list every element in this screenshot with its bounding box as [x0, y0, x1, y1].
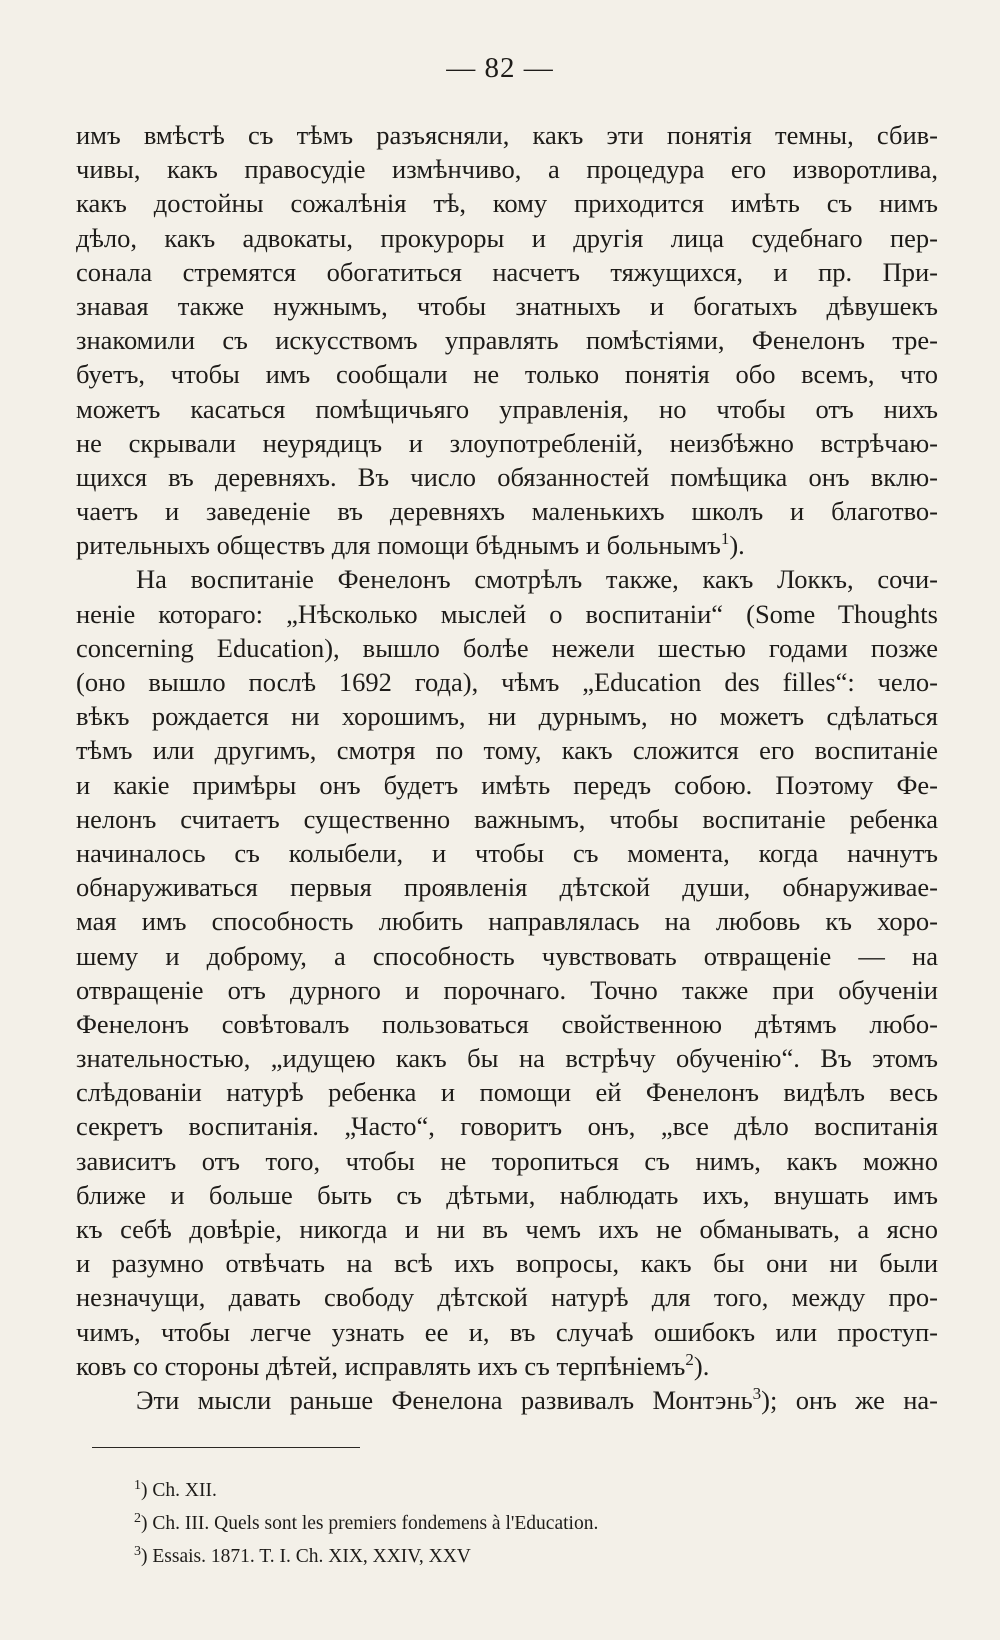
line-text: знавая также нужнымъ, чтобы знатныхъ и богатыхъ дѣвушекъ [76, 290, 938, 321]
line-text: (оно вышло послѣ 1692 года), чѣмъ „Education des filles“: чело- [76, 667, 938, 697]
line-text: ближе и больше быть съ дѣтьми, наблюдать ихъ, внушать имъ [76, 1179, 938, 1210]
line-text: вѣкъ рождается ни хорошимъ, ни дурнымъ, но можетъ сдѣлаться [76, 701, 938, 732]
line-text: На воспитаніе Фенелонъ смотрѣлъ также, какъ Локкъ, сочи- [136, 564, 938, 595]
footnote [134, 1540, 934, 1573]
footnote-mark: 2 [134, 1511, 141, 1526]
footnotes [134, 1474, 934, 1573]
footnote-separator [92, 1447, 360, 1448]
text-line [76, 973, 938, 1007]
line-text: имъ вмѣстѣ съ тѣмъ разъясняли, какъ эти понятія темны, сбив- [76, 120, 938, 150]
page-number: — 82 — [446, 52, 554, 84]
line-text: начиналось съ колыбели, и чтобы съ момента, когда начнутъ [76, 837, 938, 868]
footnote [134, 1474, 934, 1507]
text-line [76, 1212, 938, 1246]
line-text: можетъ касаться помѣщичьяго управленія, но чтобы отъ нихъ [76, 393, 938, 424]
text-line [76, 289, 938, 323]
footnote-ref: 1 [720, 529, 730, 549]
line-text: тѣмъ или другимъ, смотря по тому, какъ сложится его воспитаніе [76, 735, 938, 766]
footnote-text: Ch. III. Quels sont les premiers fondemens à l'Education. [152, 1513, 599, 1534]
footnote-paren: ) [141, 1513, 153, 1534]
text-line [76, 870, 938, 904]
line-text: неніе котораго: „Нѣсколько мыслей о воспитаніи“ (Some Thoughts [76, 598, 938, 629]
text-line [76, 152, 938, 186]
text-line [76, 665, 938, 699]
line-text: concerning Education), вышло болѣе нежели шестью годами позже [76, 632, 938, 663]
text-line [76, 494, 938, 528]
line-text: знакомили съ искусствомъ управлять помѣстіями, Фенелонъ тре- [76, 325, 938, 356]
line-text: слѣдованіи натурѣ ребенка и помощи ей Фенелонъ видѣлъ весь [76, 1077, 938, 1108]
line-text: ковъ со стороны дѣтей, исправлять ихъ съ терпѣніемъ [76, 1350, 686, 1381]
line-text: буетъ, чтобы имъ сообщали не только понятія обо всемъ, что [76, 359, 938, 390]
footnote-paren: ) [141, 1480, 153, 1501]
line-text: Эти мысли раньше Фенелона развивалъ Монтэнь [136, 1384, 753, 1415]
line-text: незначущи, давать свободу дѣтской натурѣ для того, между про- [76, 1282, 938, 1313]
text-line [76, 1144, 938, 1178]
line-text: шему и доброму, а способность чувствовать отвращеніе — на [76, 940, 938, 971]
footnote-paren: ) [141, 1546, 153, 1567]
text-line [76, 1007, 938, 1041]
line-text-tail: ). [693, 1350, 710, 1381]
line-text: нелонъ считаетъ существенно важнымъ, чтобы воспитаніе ребенка [76, 803, 938, 834]
body-text [76, 118, 938, 1417]
footnote-mark: 1 [134, 1478, 141, 1493]
footnote-mark: 3 [134, 1544, 141, 1559]
text-line [76, 733, 938, 767]
text-line [76, 768, 938, 802]
line-text: зависитъ отъ того, чтобы не торопиться съ нимъ, какъ можно [76, 1145, 938, 1176]
text-line [76, 186, 938, 220]
text-line [76, 904, 938, 938]
line-text: не скрывали неурядицъ и злоупотребленій, неизбѣжно встрѣчаю- [76, 427, 938, 458]
line-text: щихся въ деревняхъ. Въ число обязанностей помѣщика онъ вклю- [76, 461, 938, 492]
text-line [76, 1178, 938, 1212]
line-text: отвращеніе отъ дурного и порочнаго. Точно также при обученіи [76, 974, 938, 1005]
line-text: чивы, какъ правосудіе измѣнчиво, а процедура его изворотлива, [76, 154, 938, 185]
line-text: дѣло, какъ адвокаты, прокуроры и другія лица судебнаго пер- [76, 222, 938, 253]
text-line [76, 1315, 938, 1349]
line-text: чаетъ и заведеніе въ деревняхъ маленькихъ школъ и благотво- [76, 496, 938, 527]
text-line [76, 836, 938, 870]
text-line [76, 392, 938, 426]
text-line [76, 802, 938, 836]
line-text-tail: ). [729, 530, 745, 561]
text-line [76, 1041, 938, 1075]
line-text: сонала стремятся обогатиться насчетъ тяжущихся, и пр. При- [76, 256, 938, 287]
text-line [76, 221, 938, 255]
text-line [76, 631, 938, 665]
text-line [76, 939, 938, 973]
footnote-text: Ch. XII. [152, 1480, 217, 1501]
line-text: обнаруживаться первыя проявленія дѣтской души, обнаруживае- [76, 872, 938, 903]
text-line [76, 255, 938, 289]
footnote-text: Essais. 1871. T. I. Ch. XIX, XXIV, XXV [152, 1546, 471, 1567]
line-text: мая имъ способность любить направлялась на любовь къ хоро- [76, 906, 938, 937]
text-line [76, 1075, 938, 1109]
text-line [76, 118, 938, 152]
text-line [76, 323, 938, 357]
line-text: и какіе примѣры онъ будетъ имѣть передъ собою. Поэтому Фе- [76, 769, 938, 800]
text-line [76, 699, 938, 733]
line-text: рительныхъ обществъ для помощи бѣднымъ и больнымъ [76, 530, 721, 561]
text-line [76, 562, 938, 596]
line-text: къ себѣ довѣріе, никогда и ни въ чемъ ихъ не обманывать, а ясно [76, 1214, 938, 1244]
text-line [76, 1383, 938, 1417]
text-line [76, 1349, 938, 1383]
line-text: секретъ воспитанія. „Часто“, говоритъ онъ, „все дѣло воспитанія [76, 1111, 938, 1142]
line-text: и разумно отвѣчать на всѣ ихъ вопросы, какъ бы они ни были [76, 1248, 938, 1279]
text-line [76, 1246, 938, 1280]
footnote-ref: 3 [752, 1383, 762, 1403]
line-text: чимъ, чтобы легче узнать ее и, въ случаѣ ошибокъ или проступ- [76, 1316, 938, 1347]
text-line [76, 460, 938, 494]
text-line [76, 1109, 938, 1143]
line-text-tail: ); онъ же на- [761, 1384, 938, 1415]
text-line [76, 357, 938, 391]
line-text: знательностью, „идущею какъ бы на встрѣчу обученію“. Въ этомъ [76, 1043, 938, 1074]
footnote [134, 1507, 934, 1540]
text-line [76, 1280, 938, 1314]
line-text: какъ достойны сожалѣнія тѣ, кому приходится имѣть съ нимъ [76, 188, 938, 219]
footnote-ref: 2 [685, 1349, 694, 1369]
text-line [76, 426, 938, 460]
text-line [76, 528, 938, 562]
text-line [76, 597, 938, 631]
line-text: Фенелонъ совѣтовалъ пользоваться свойственною дѣтямъ любо- [76, 1008, 938, 1039]
